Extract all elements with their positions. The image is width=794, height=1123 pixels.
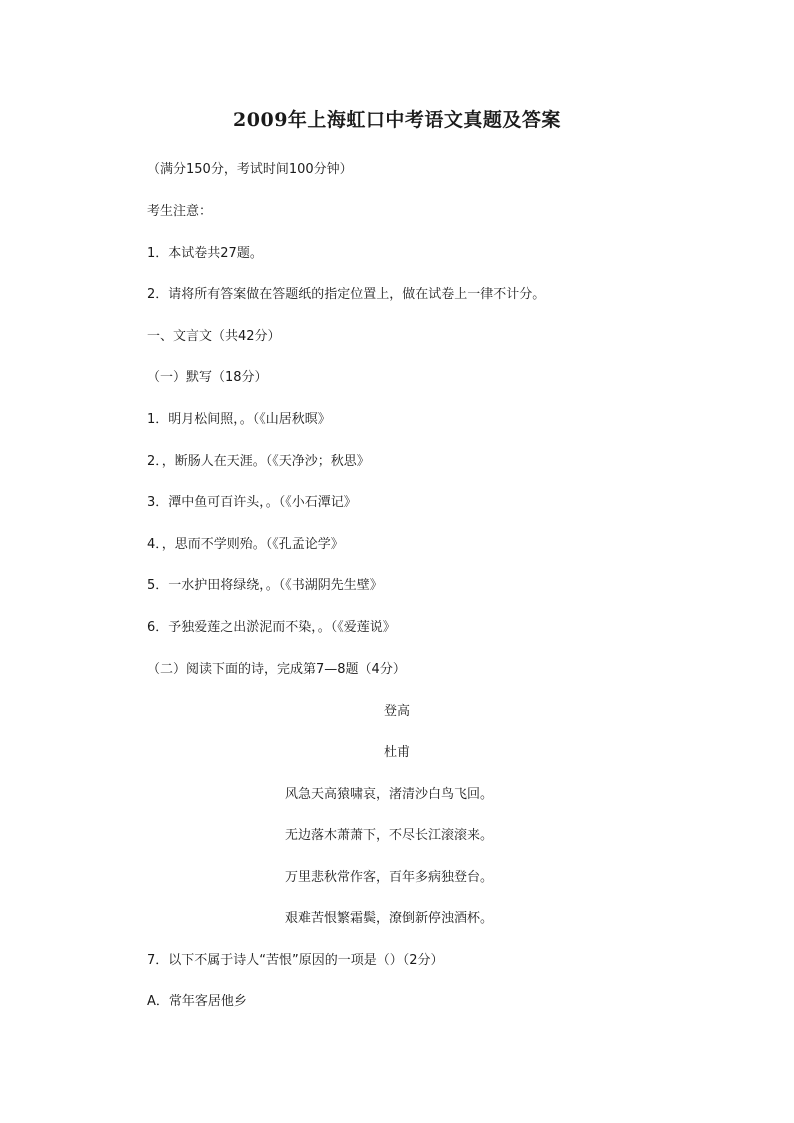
document-title: 2009年上海虹口中考语文真题及答案 [233,109,561,131]
poem-line-3: 万里悲秋常作客，百年多病独登台。 [285,870,494,885]
notice-item-1: 1．本试卷共27题。 [147,246,263,261]
poem-line-1: 风急天高猿啸哀，渚清沙白鸟飞回。 [285,787,494,802]
notice-item-2: 2．请将所有答案做在答题纸的指定位置上，做在试卷上一律不计分。 [147,287,546,302]
dictation-item-3: 3．潭中鱼可百许头，。（《小石潭记》 [147,495,357,510]
dictation-item-5: 5．一水护田将绿绕，。（《书湖阴先生壁》 [147,578,383,593]
notice-heading: 考生注意： [147,204,213,219]
dictation-item-2: 2．，断肠人在天涯。（《天净沙；秋思》 [147,454,370,469]
dictation-item-6: 6．予独爱莲之出淤泥而不染，。（《爱莲说》 [147,620,396,635]
section-one-heading: 一、文言文（共42分） [147,329,281,344]
question-7: 7．以下不属于诗人“苦恨”原因的一项是（）（2分） [147,953,444,968]
dictation-item-1: 1．明月松间照，。（《山居秋暝》 [147,412,331,427]
poem-line-4: 艰难苦恨繁霜鬓，潦倒新停浊酒杯。 [285,911,494,926]
poem-title: 登高 [383,704,410,719]
poem-author: 杜甫 [383,745,410,760]
part-one-heading: （一）默写（18分） [147,370,268,385]
dictation-item-4: 4．，思而不学则殆。（《孔孟论学》 [147,537,344,552]
exam-info: （满分150分，考试时间100分钟） [147,162,353,177]
part-two-heading: （二）阅读下面的诗，完成第7—8题（4分） [147,662,406,677]
question-7-option-a: A．常年客居他乡 [147,994,247,1009]
poem-line-2: 无边落木萧萧下，不尽长江滚滚来。 [285,828,494,843]
